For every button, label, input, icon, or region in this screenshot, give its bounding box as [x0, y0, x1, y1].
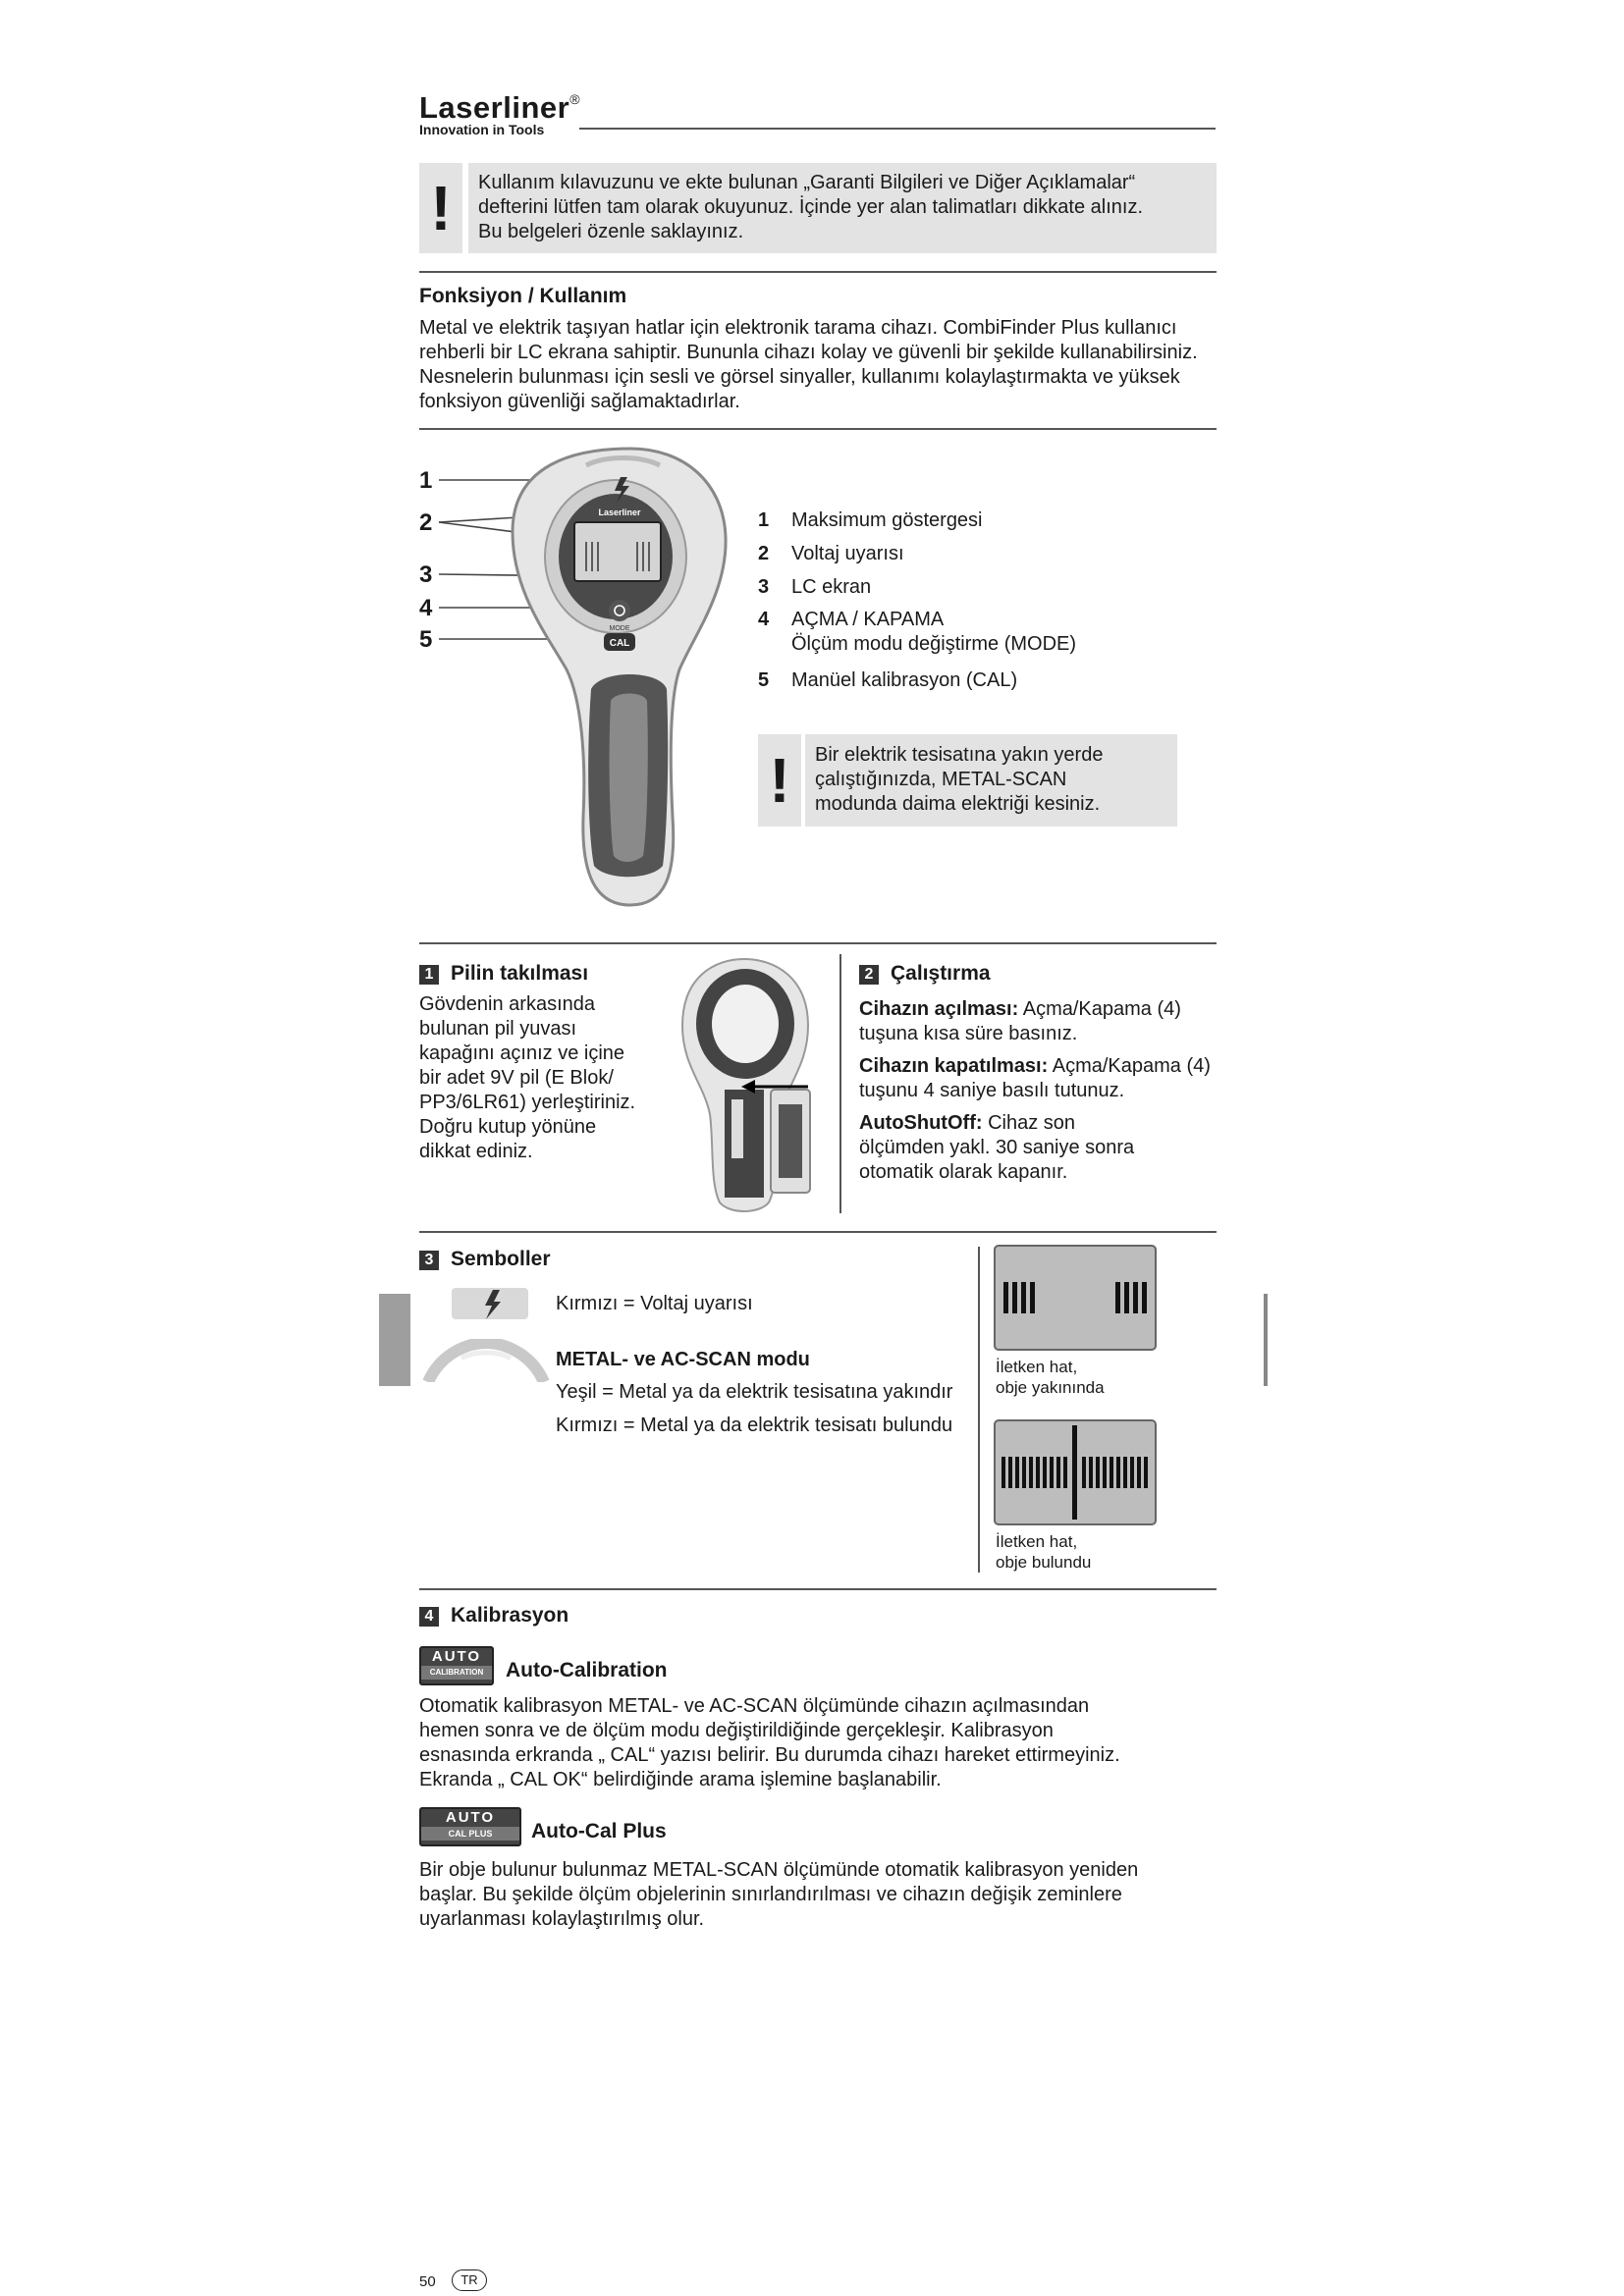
operation-label: Cihazın açılması: — [859, 998, 1019, 1020]
part-item — [758, 508, 983, 533]
brand-logo — [419, 90, 580, 137]
auto-cal-plus-badge — [419, 1807, 521, 1846]
intro-warning-mark: ! — [419, 163, 462, 253]
header-rule — [579, 128, 1216, 130]
part-item — [758, 668, 1017, 693]
near-caption — [996, 1357, 1105, 1398]
operation-text: tuşunu 4 saniye basılı tutunuz. — [859, 1080, 1125, 1101]
mains-warning-mark: ! — [758, 734, 801, 827]
function-line: Metal ve elektrik taşıyan hatlar için elektronik tarama cihazı. CombiFinder Plus kullanıcı — [419, 317, 1177, 339]
battery-illustration — [671, 957, 818, 1214]
device-illustration — [419, 444, 753, 923]
symbols-title — [419, 1248, 551, 1271]
battery-line: bir adet 9V pil (E Blok/ — [419, 1067, 614, 1089]
function-line: rehberli bir LC ekrana sahiptir. Bununla cihazı kolay ve güvenli bir şekilde kullanabilirsiniz. — [419, 342, 1198, 363]
battery-line: dikkat ediniz. — [419, 1141, 533, 1162]
section-rule — [419, 428, 1217, 430]
lcd-near-display — [994, 1245, 1157, 1351]
found-caption — [996, 1531, 1091, 1573]
battery-line: Gövdenin arkasında — [419, 993, 596, 1015]
part-label: LC ekran — [791, 576, 872, 598]
badge-bottom: CALIBRATION — [421, 1666, 492, 1680]
battery-line: PP3/6LR61) yerleştiriniz. — [419, 1092, 636, 1113]
voltage-text: Kırmızı = Voltaj uyarısı — [556, 1293, 753, 1314]
auto-calibration-line: hemen sonra ve de ölçüm modu değiştirildiğinde gerçekleşir. Kalibrasyon — [419, 1720, 1054, 1741]
section-rule — [419, 942, 1217, 944]
battery-line: bulunan pil yuvası — [419, 1018, 577, 1040]
section-number: 4 — [419, 1607, 439, 1627]
mains-warning-box — [805, 734, 1177, 827]
battery-line: kapağını açınız ve içine — [419, 1042, 625, 1064]
device-callout-5: 5 — [419, 626, 433, 653]
section-number: 3 — [419, 1251, 439, 1270]
brand-tagline: Innovation in Tools — [419, 122, 545, 137]
intro-warning-line: Bu belgeleri özenle saklayınız. — [478, 221, 744, 242]
battery-line: Doğru kutup yönüne — [419, 1116, 597, 1138]
lcd-found-display — [994, 1419, 1157, 1525]
svg-text:CAL: CAL — [609, 638, 630, 649]
red-text: Kırmızı = Metal ya da elektrik tesisatı bulundu — [556, 1415, 953, 1436]
operation-text: otomatik olarak kapanır. — [859, 1161, 1068, 1183]
calibration-title — [419, 1604, 568, 1628]
device-callout-4: 4 — [419, 595, 433, 621]
language-badge: TR — [452, 2269, 487, 2291]
auto-calibration-line: esnasında erkranda „ CAL“ yazısı belirir. Bu durumda cihazı hareket ettirmeyiniz. — [419, 1744, 1120, 1766]
symbols-title-text: Semboller — [451, 1248, 551, 1270]
calibration-title-text: Kalibrasyon — [451, 1604, 569, 1627]
operation-item — [859, 1054, 1211, 1103]
operation-item — [859, 997, 1181, 1046]
found-caption-line: obje bulundu — [996, 1553, 1092, 1572]
intro-warning-line: defterini lütfen tam olarak okuyunuz. İçinde yer alan talimatları dikkate alınız. — [478, 196, 1144, 218]
device-callout-2: 2 — [419, 509, 433, 536]
part-number: 5 — [758, 669, 770, 691]
svg-text:MODE: MODE — [609, 625, 630, 632]
registered-mark: ® — [569, 91, 580, 107]
intro-warning-line: Kullanım kılavuzunu ve ekte bulunan „Garanti Bilgileri ve Diğer Açıklamalar“ — [478, 172, 1136, 193]
section-number: 2 — [859, 965, 879, 985]
part-label: Ölçüm modu değiştirme (MODE) — [791, 633, 1077, 655]
battery-title-text: Pilin takılması — [451, 962, 589, 985]
column-divider — [839, 954, 841, 1213]
part-number: 2 — [758, 543, 770, 564]
operation-text: ölçümden yakl. 30 saniye sonra — [859, 1137, 1135, 1158]
badge-top: AUTO — [431, 1648, 482, 1665]
auto-cal-plus-line: Bir obje bulunur bulunmaz METAL-SCAN ölçümünde otomatik kalibrasyon yeniden — [419, 1859, 1139, 1881]
brand-name: Laserliner — [419, 90, 570, 125]
near-caption-line: İletken hat, — [996, 1358, 1078, 1376]
badge-bottom: CAL PLUS — [421, 1827, 519, 1841]
function-title: Fonksiyon / Kullanım — [419, 285, 627, 307]
operation-text: tuşuna kısa süre basınız. — [859, 1023, 1078, 1044]
device-callout-3: 3 — [419, 561, 433, 588]
voltage-warning-icon — [450, 1284, 530, 1323]
mains-warning-line: Bir elektrik tesisatına yakın yerde — [815, 744, 1104, 766]
operation-text: Açma/Kapama (4) — [1018, 998, 1181, 1020]
part-number: 3 — [758, 576, 770, 598]
margin-tab — [379, 1294, 410, 1386]
scan-ring-icon — [422, 1339, 550, 1382]
function-line: Nesnelerin bulunması için sesli ve görsel sinyaller, kullanımı kolaylaştırmakta ve yüksek — [419, 366, 1180, 388]
part-number: 1 — [758, 509, 770, 531]
part-item — [758, 575, 871, 600]
function-line: fonksiyon güvenliği sağlamaktadırlar. — [419, 391, 740, 412]
auto-cal-plus-title: Auto-Cal Plus — [531, 1820, 667, 1842]
part-label: Manüel kalibrasyon (CAL) — [791, 669, 1018, 691]
near-caption-line: obje yakınında — [996, 1378, 1105, 1397]
part-item — [758, 542, 904, 566]
mains-warning-line: modunda daima elektriği kesiniz. — [815, 793, 1101, 815]
auto-calibration-line: Ekranda „ CAL OK“ belirdiğinde arama işlemine başlanabilir. — [419, 1769, 942, 1790]
device-brand: Laserliner — [598, 507, 641, 517]
badge-top: AUTO — [445, 1809, 496, 1826]
intro-warning-box — [468, 163, 1217, 253]
section-rule — [419, 1231, 1217, 1233]
operation-title — [859, 962, 991, 986]
auto-calibration-line: Otomatik kalibrasyon METAL- ve AC-SCAN ölçümünde cihazın açılmasından — [419, 1695, 1090, 1717]
operation-item — [859, 1111, 1134, 1185]
auto-calibration-title: Auto-Calibration — [506, 1659, 668, 1682]
page-number: 50 — [419, 2273, 436, 2290]
margin-bar — [1264, 1294, 1268, 1386]
operation-label: AutoShutOff: — [859, 1112, 983, 1134]
device-callout-1: 1 — [419, 467, 433, 494]
column-divider — [978, 1247, 980, 1573]
operation-title-text: Çalıştırma — [891, 962, 991, 985]
section-rule — [419, 1588, 1217, 1590]
auto-cal-plus-line: uyarlanması kolaylaştırılmış olur. — [419, 1908, 705, 1930]
operation-text: Cihaz son — [982, 1112, 1076, 1134]
section-rule — [419, 271, 1217, 273]
mains-warning-line: çalıştığınızda, METAL-SCAN — [815, 769, 1067, 790]
part-label: Voltaj uyarısı — [791, 543, 904, 564]
part-label: AÇMA / KAPAMA — [791, 609, 945, 630]
green-text: Yeşil = Metal ya da elektrik tesisatına yakındır — [556, 1381, 953, 1403]
auto-calibration-badge — [419, 1646, 494, 1685]
section-number: 1 — [419, 965, 439, 985]
auto-cal-plus-line: başlar. Bu şekilde ölçüm objelerinin sınırlandırılması ve cihazın değişik zeminlere — [419, 1884, 1122, 1905]
operation-text: Açma/Kapama (4) — [1048, 1055, 1211, 1077]
battery-title — [419, 962, 588, 986]
operation-label: Cihazın kapatılması: — [859, 1055, 1049, 1077]
part-item — [758, 608, 1076, 657]
part-number: 4 — [758, 609, 770, 630]
scan-title: METAL- ve AC-SCAN modu — [556, 1349, 810, 1370]
found-caption-line: İletken hat, — [996, 1532, 1078, 1551]
part-label: Maksimum göstergesi — [791, 509, 983, 531]
